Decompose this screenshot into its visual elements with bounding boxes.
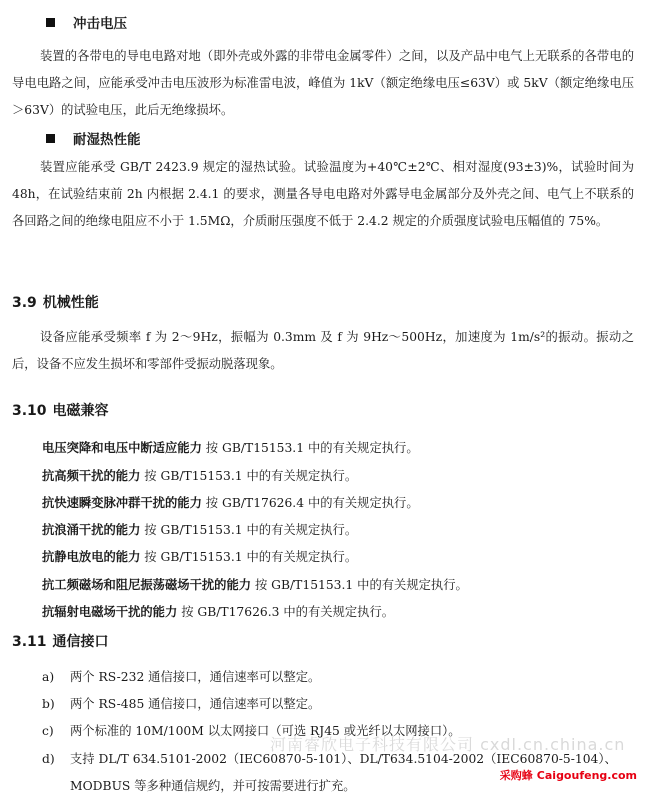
emc-item-fast-transient: 抗快速瞬变脉冲群干扰的能力 按 GB/T17626.4 中的有关规定执行。 (42, 496, 419, 510)
emc-item-power-frequency-magnetic: 抗工频磁场和阻尼振荡磁场干扰的能力 按 GB/T15153.1 中的有关规定执行。 (42, 578, 468, 592)
emc-item-voltage-dip: 电压突降和电压中断适应能力 按 GB/T15153.1 中的有关规定执行。 (42, 441, 419, 455)
comm-heading: 3.11 通信接口 (12, 634, 109, 650)
square-bullet-icon (46, 134, 55, 143)
impulse-paragraph: 装置的各带电的导电电路对地（即外壳或外露的非带电金属零件）之间，以及产品中电气上无联系的各带电的导电电路之间，应能承受冲击电压波形为标准雷电波，峰值为 1kV（额定绝缘电压≤63V）或 5kV（额定绝缘电压＞63V）的试验电压，此后无绝缘损坏。 (12, 49, 634, 117)
document-page: 冲击电压 装置的各带电的导电电路对地（即外壳或外露的非带电金属零件）之间，以及产品中电气上无联系的各带电的导电电路之间，应能承受冲击电压波形为标准雷电波，峰值为 1kV（额定绝缘电压≤63V）或 5kV（额定绝缘电压＞63V）的试验电压，此后无绝缘损坏。 耐湿热性能 装置应能承受 GB/T 2423.9 规定的湿热试验。试验温度为+40℃±2℃、相对湿度(93±3)%，试验时间为 48h，在试验结束前 2h 内根据 2.4.1 的要求，测量各导电电路对外露导电金属部分及外壳之间、电气上不联系的各回路之间的绝缘电阻应不小于 1.5MΩ，介质耐压强度不低于 2.4.2 规定的介质强度试验电压幅值的 75%。 3.9 机械性能 设备应能承受频率 f 为 2～9Hz，振幅为 0.3mm 及 f 为 9Hz～500Hz，加速度为 1m/s²的振动。振动之后，设备不应发生损坏和零部件受振动脱落现象。 3.10 电磁兼容 电压突降和电压中断适应能力 按 GB/T15153.1 中的有关规定执行。 抗高频干扰的能力 按 GB/T15153.1 中的有关规定执行。 抗快速瞬变脉冲群干扰的能力 按 GB/T17626.4 中的有关规定执行。 抗浪涌干扰的能力 按 GB/T15153.1 中的有关规定执行。 抗静电放电的能力 按 GB/T15153.1 中的有关规定执行。 抗工频磁场和阻尼振荡磁场干扰的能力 按 GB/T15153.1 中的有关规定执行。 抗辐射电磁场干扰的能力 按 GB/T17626.3 中的有关规定执行。 3.11 通信接口 a) 两个 RS-232 通信接口，通信速率可以整定。 b) 两个 RS-485 通信接口，通信速率可以整定。 c) 两个标准的 10M/100M 以太网接口（可选 RJ45 或光纤以太网接口）。 d) 支持 DL/T 634.5101-2002（IEC60870-5-101）、DL/T634.5104-2002（IEC60870-5-104）、MODBUS 等多种通信规约，并可按需要进行扩充。 河南睿欣电子科技有限公司 cxdl.cn.china.cn 采购蜂 Caigoufeng.com (0, 0, 645, 800)
section-number: 3.9 (12, 295, 37, 311)
impulse-heading: 冲击电压 (46, 12, 127, 32)
mechanical-paragraph: 设备应能承受频率 f 为 2～9Hz，振幅为 0.3mm 及 f 为 9Hz～500Hz，加速度为 1m/s²的振动。振动之后，设备不应发生损坏和零部件受振动脱落现象。 (12, 330, 634, 371)
square-bullet-icon (46, 18, 55, 27)
emc-item-surge: 抗浪涌干扰的能力 按 GB/T15153.1 中的有关规定执行。 (42, 523, 358, 537)
emc-item-radiated-field: 抗辐射电磁场干扰的能力 按 GB/T17626.3 中的有关规定执行。 (42, 605, 395, 619)
watermark: 河南睿欣电子科技有限公司 cxdl.cn.china.cn (270, 735, 626, 754)
section-number: 3.10 (12, 403, 47, 419)
emc-heading: 3.10 电磁兼容 (12, 403, 109, 419)
mechanical-heading: 3.9 机械性能 (12, 295, 99, 311)
humidity-paragraph: 装置应能承受 GB/T 2423.9 规定的湿热试验。试验温度为+40℃±2℃、相对湿度(93±3)%，试验时间为 48h，在试验结束前 2h 内根据 2.4.1 的要求，测量各导电电路对外露导电金属部分及外壳之间、电气上不联系的各回路之间的绝缘电阻应不小于 1.5MΩ，介质耐压强度不低于 2.4.2 规定的介质强度试验电压幅值的 75%。 (12, 160, 634, 228)
humidity-heading: 耐湿热性能 (46, 128, 141, 148)
section-number: 3.11 (12, 634, 47, 650)
emc-item-high-frequency: 抗高频干扰的能力 按 GB/T15153.1 中的有关规定执行。 (42, 469, 358, 483)
emc-item-electrostatic: 抗静电放电的能力 按 GB/T15153.1 中的有关规定执行。 (42, 550, 358, 564)
caigoufeng-logo[interactable]: 采购蜂 Caigoufeng.com (499, 769, 637, 782)
